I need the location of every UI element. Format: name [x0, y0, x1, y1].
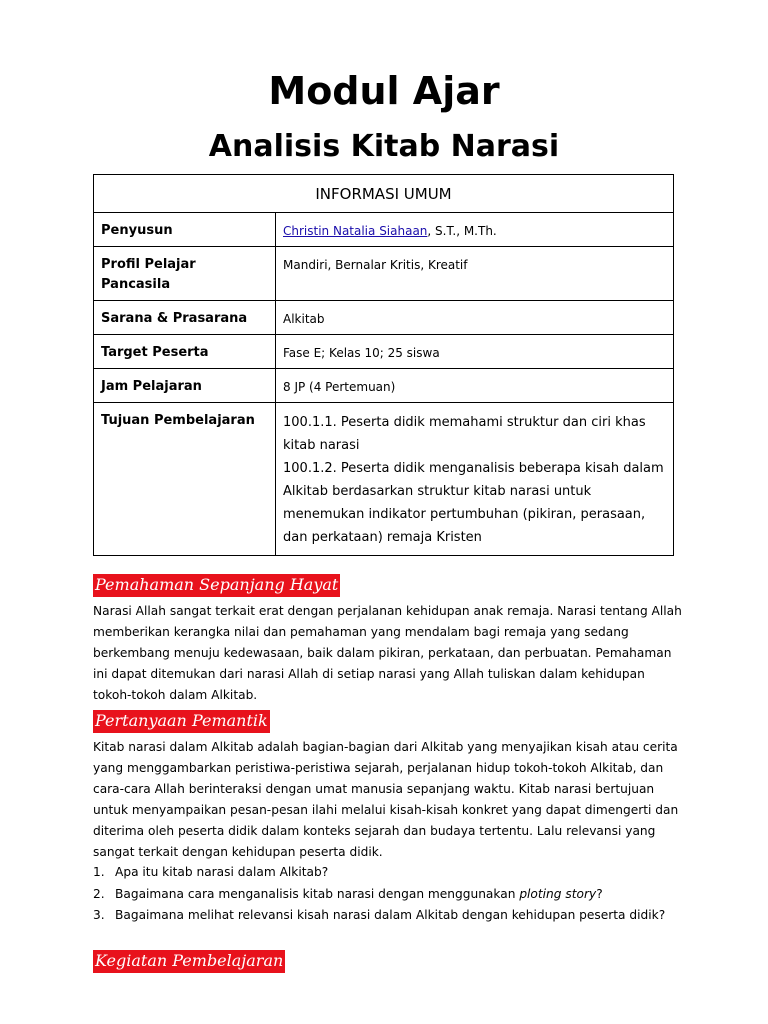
page-subtitle: Analisis Kitab Narasi — [208, 129, 560, 164]
info-value — [276, 403, 674, 556]
section-heading-pemahaman: Pemahaman Sepanjang Hayat — [93, 574, 340, 597]
list-text: ? — [596, 886, 603, 901]
info-value — [276, 213, 674, 247]
list-text: Bagaimana cara menganalisis kitab narasi dengan menggunakan — [115, 886, 520, 901]
pertanyaan-paragraph: Kitab narasi dalam Alkitab adalah bagian-bagian dari Alkitab yang menyajikan kisah atau cerita yang menggambarkan peristiwa-peristiwa sejarah, perjalanan hidup tokoh-tokoh Alkitab, dan cara-cara Allah berinteraksi dengan umat manusia sepanjang waktu. Kitab narasi bertujuan untuk menyampaikan pesan-pesan ilahi melalui kisah-kisah konkret yang dapat dimengerti dan diterima oleh peserta didik dalam konteks sejarah dan budaya tertentu. Lalu relevansi yang sangat terkait dengan kehidupan peserta didik. — [93, 740, 679, 859]
pemahaman-paragraph: Narasi Allah sangat terkait erat dengan perjalanan kehidupan anak remaja. Narasi tentang Allah memberikan kerangka nilai dan pemahaman yang mendalam bagi remaja yang sedang berkembang menuju kedewasaan, baik dalam pikiran, perkataan, dan perbuatan. Pemahaman ini dapat ditemukan dari narasi Allah di setiap narasi yang Allah tuliskan dalam kehidupan tokoh-tokoh dalam Alkitab. — [93, 604, 682, 702]
list-number: 2. — [93, 886, 105, 901]
info-label: Sarana & Prasarana — [94, 301, 276, 335]
list-text-italic: ploting story — [519, 886, 597, 901]
info-table — [93, 174, 674, 556]
list-item — [93, 862, 683, 884]
author-link[interactable]: Christin Natalia Siahaan — [283, 224, 428, 238]
objective-2: 100.1.2. Peserta didik menganalisis beberapa kisah dalam Alkitab berdasarkan struktur kitab narasi untuk menemukan indikator pertumbuhan (pikiran, perasaan, dan perkataan) remaja Kristen — [283, 461, 664, 545]
section-heading-kegiatan: Kegiatan Pembelajaran — [93, 950, 285, 973]
objective-1: 100.1.1. Peserta didik memahami struktur dan ciri khas kitab narasi — [283, 415, 646, 453]
list-number: 1. — [93, 865, 105, 879]
question-list — [93, 862, 683, 927]
info-row-target — [94, 335, 674, 369]
page-title: Modul Ajar — [268, 69, 500, 113]
info-value: Mandiri, Bernalar Kritis, Kreatif — [276, 247, 674, 301]
info-row-sarana — [94, 301, 674, 335]
info-row-tujuan — [94, 403, 674, 556]
info-row-jam — [94, 369, 674, 403]
info-label: Penyusun — [94, 213, 276, 247]
info-row-penyusun — [94, 213, 674, 247]
info-label: Profil Pelajar Pancasila — [94, 247, 276, 301]
list-item — [93, 905, 683, 927]
list-number: 3. — [93, 908, 105, 922]
list-text: Apa itu kitab narasi dalam Alkitab? — [115, 865, 329, 879]
info-row-profil — [94, 247, 674, 301]
list-item — [93, 884, 683, 906]
info-label: Tujuan Pembelajaran — [94, 403, 276, 556]
info-label: Jam Pelajaran — [94, 369, 276, 403]
info-label: Target Peserta — [94, 335, 276, 369]
author-title: , S.T., M.Th. — [427, 224, 497, 238]
section-heading-pertanyaan: Pertanyaan Pemantik — [93, 710, 270, 733]
info-value: Alkitab — [276, 301, 674, 335]
info-value: 8 JP (4 Pertemuan) — [276, 369, 674, 403]
list-text: Bagaimana melihat relevansi kisah narasi dalam Alkitab dengan kehidupan peserta didik? — [115, 908, 666, 922]
info-header: INFORMASI UMUM — [94, 175, 674, 213]
info-value: Fase E; Kelas 10; 25 siswa — [276, 335, 674, 369]
info-header-row — [94, 175, 674, 213]
